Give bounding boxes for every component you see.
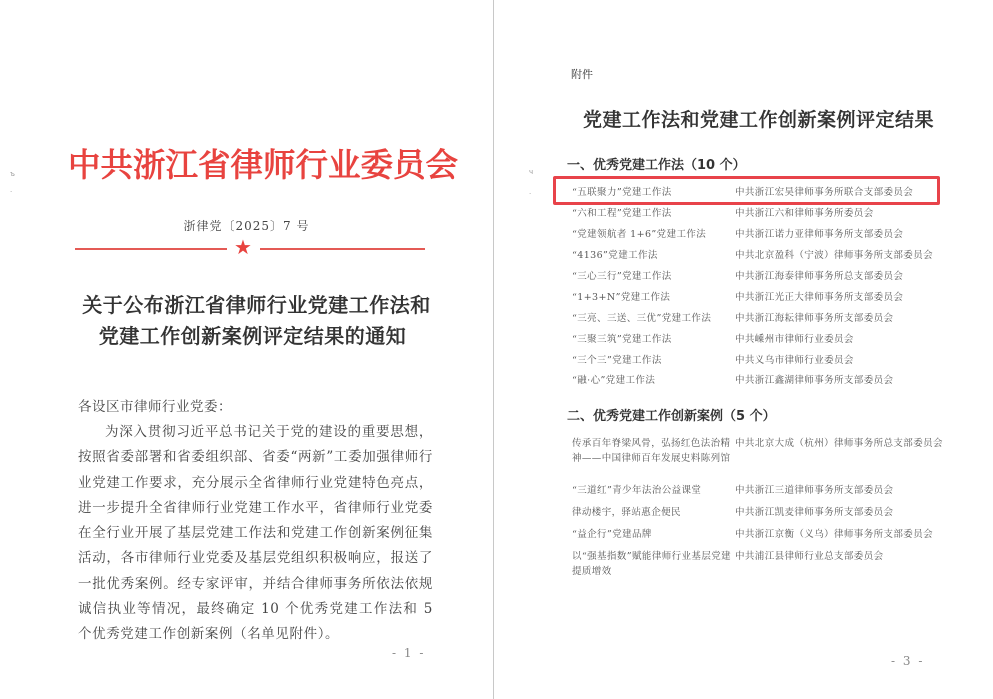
- cases-list: [572, 436, 952, 583]
- section-heading-methods: 一、优秀党建工作法（10 个）: [567, 158, 746, 173]
- list-item: [572, 505, 952, 527]
- list-item: [572, 549, 952, 583]
- list-item: [572, 527, 952, 549]
- organization-name: 中共浙江京衡（义乌）律师事务所支部委员会: [735, 529, 934, 540]
- organization-name: 中共浙江光正大律师事务所支部委员会: [735, 291, 904, 303]
- list-item: [572, 244, 952, 265]
- list-item: [572, 369, 952, 390]
- method-name: “五联聚力”党建工作法: [572, 187, 672, 199]
- document-number: 浙律党〔2025〕7 号: [183, 219, 310, 233]
- notice-title-line2: 党建工作创新案例评定结果的通知: [98, 324, 407, 348]
- organization-name: 中共浙江凯麦律师事务所支部委员会: [735, 507, 894, 518]
- notice-title-line1: 关于公布浙江省律师行业党建工作法和: [82, 293, 431, 317]
- organization-name: 中共浙江鑫湖律师事务所支部委员会: [735, 375, 894, 387]
- method-name: “党建领航者 1+6”党建工作法: [572, 229, 707, 241]
- margin-mark: ·: [529, 190, 532, 198]
- margin-mark: ъ: [10, 170, 15, 178]
- notice-body: 为深入贯彻习近平总书记关于党的建设的重要思想，按照省委部署和省委组织部、省委“两新”工委加强律师行业党建工作要求，充分展示全省律师行业党建特色亮点，进一步提升全省律师行业党建工作水平，省律师行业党委在全行业开展了基层党建工作法和党建工作创新案例征集活动，各市律师行业党委及基层党组织积极响应，报送了一批优秀案例。经专家评审，并结合律师事务所依法依规诚信执业等情况，最终确定 10 个优秀党建工作法和 5 个优秀党建工作创新案例（名单见附件）。: [78, 424, 433, 643]
- organization-name: 中共浙江诺力亚律师事务所支部委员会: [735, 229, 904, 241]
- margin-mark: ·: [10, 188, 13, 196]
- case-name: 传承百年脊梁风骨，弘扬红色法治精神——中国律师百年发展史料陈列馆: [572, 438, 731, 464]
- case-name: “三道红”青少年法治公益课堂: [572, 485, 702, 496]
- document-page-1: [0, 0, 493, 699]
- method-name: “三心三行”党建工作法: [572, 271, 672, 282]
- salutation: 各设区市律师行业党委：: [78, 399, 232, 415]
- organization-name: 中共浙江三道律师事务所支部委员会: [735, 485, 894, 496]
- list-item: [572, 436, 952, 483]
- method-name: “4136”党建工作法: [572, 250, 658, 262]
- list-item: [572, 265, 952, 286]
- margin-mark: ч: [529, 168, 534, 176]
- list-item: [572, 483, 952, 505]
- case-name: 以“强基指数”赋能律师行业基层党建提质增效: [572, 551, 732, 577]
- list-item: [572, 202, 952, 223]
- section-heading-cases: 二、优秀党建工作创新案例（5 个）: [567, 409, 776, 424]
- method-name: “融·心”党建工作法: [572, 375, 656, 387]
- list-item: [572, 327, 952, 348]
- method-name: “六和工程”党建工作法: [572, 208, 672, 220]
- list-item: [572, 348, 952, 369]
- list-item: [572, 306, 952, 327]
- case-name: 律动楼宇，驿站惠企便民: [572, 507, 681, 518]
- organization-name: 中共浦江县律师行业总支部委员会: [735, 551, 884, 562]
- organization-name: 中共浙江海耘律师事务所支部委员会: [735, 312, 894, 324]
- organization-name: 中共北京大成（杭州）律师事务所总支部委员会: [735, 438, 943, 449]
- organization-name: 中共嵊州市律师行业委员会: [735, 333, 854, 345]
- org-title: 中共浙江省律师行业委员会: [68, 146, 459, 184]
- organization-name: 中共浙江宏昊律师事务所联合支部委员会: [735, 187, 914, 199]
- organization-name: 中共浙江六和律师事务所委员会: [735, 208, 874, 220]
- page-number: - 3 -: [891, 654, 925, 668]
- attachment-label: 附件: [571, 68, 593, 81]
- red-divider-line: [260, 248, 425, 250]
- method-name: “三亮、三送、三优”党建工作法: [572, 312, 712, 324]
- star-icon: ★: [234, 235, 252, 259]
- methods-list: [572, 181, 952, 390]
- method-name: “三聚三筑”党建工作法: [572, 333, 672, 345]
- page-number: - 1 -: [392, 646, 426, 660]
- method-name: “三个三”党建工作法: [572, 354, 662, 366]
- highlight-box: [553, 176, 940, 205]
- attachment-title: 党建工作法和党建工作创新案例评定结果: [582, 109, 934, 131]
- organization-name: 中共北京盈科（宁波）律师事务所支部委员会: [735, 250, 934, 262]
- list-item: [572, 223, 952, 244]
- list-item: [572, 285, 952, 306]
- red-divider-line: [75, 248, 227, 250]
- organization-name: 中共义乌市律师行业委员会: [735, 354, 854, 366]
- method-name: “1+3+N”党建工作法: [572, 291, 671, 303]
- case-name: “益企行”党建品牌: [572, 529, 652, 540]
- organization-name: 中共浙江海泰律师事务所总支部委员会: [735, 271, 904, 282]
